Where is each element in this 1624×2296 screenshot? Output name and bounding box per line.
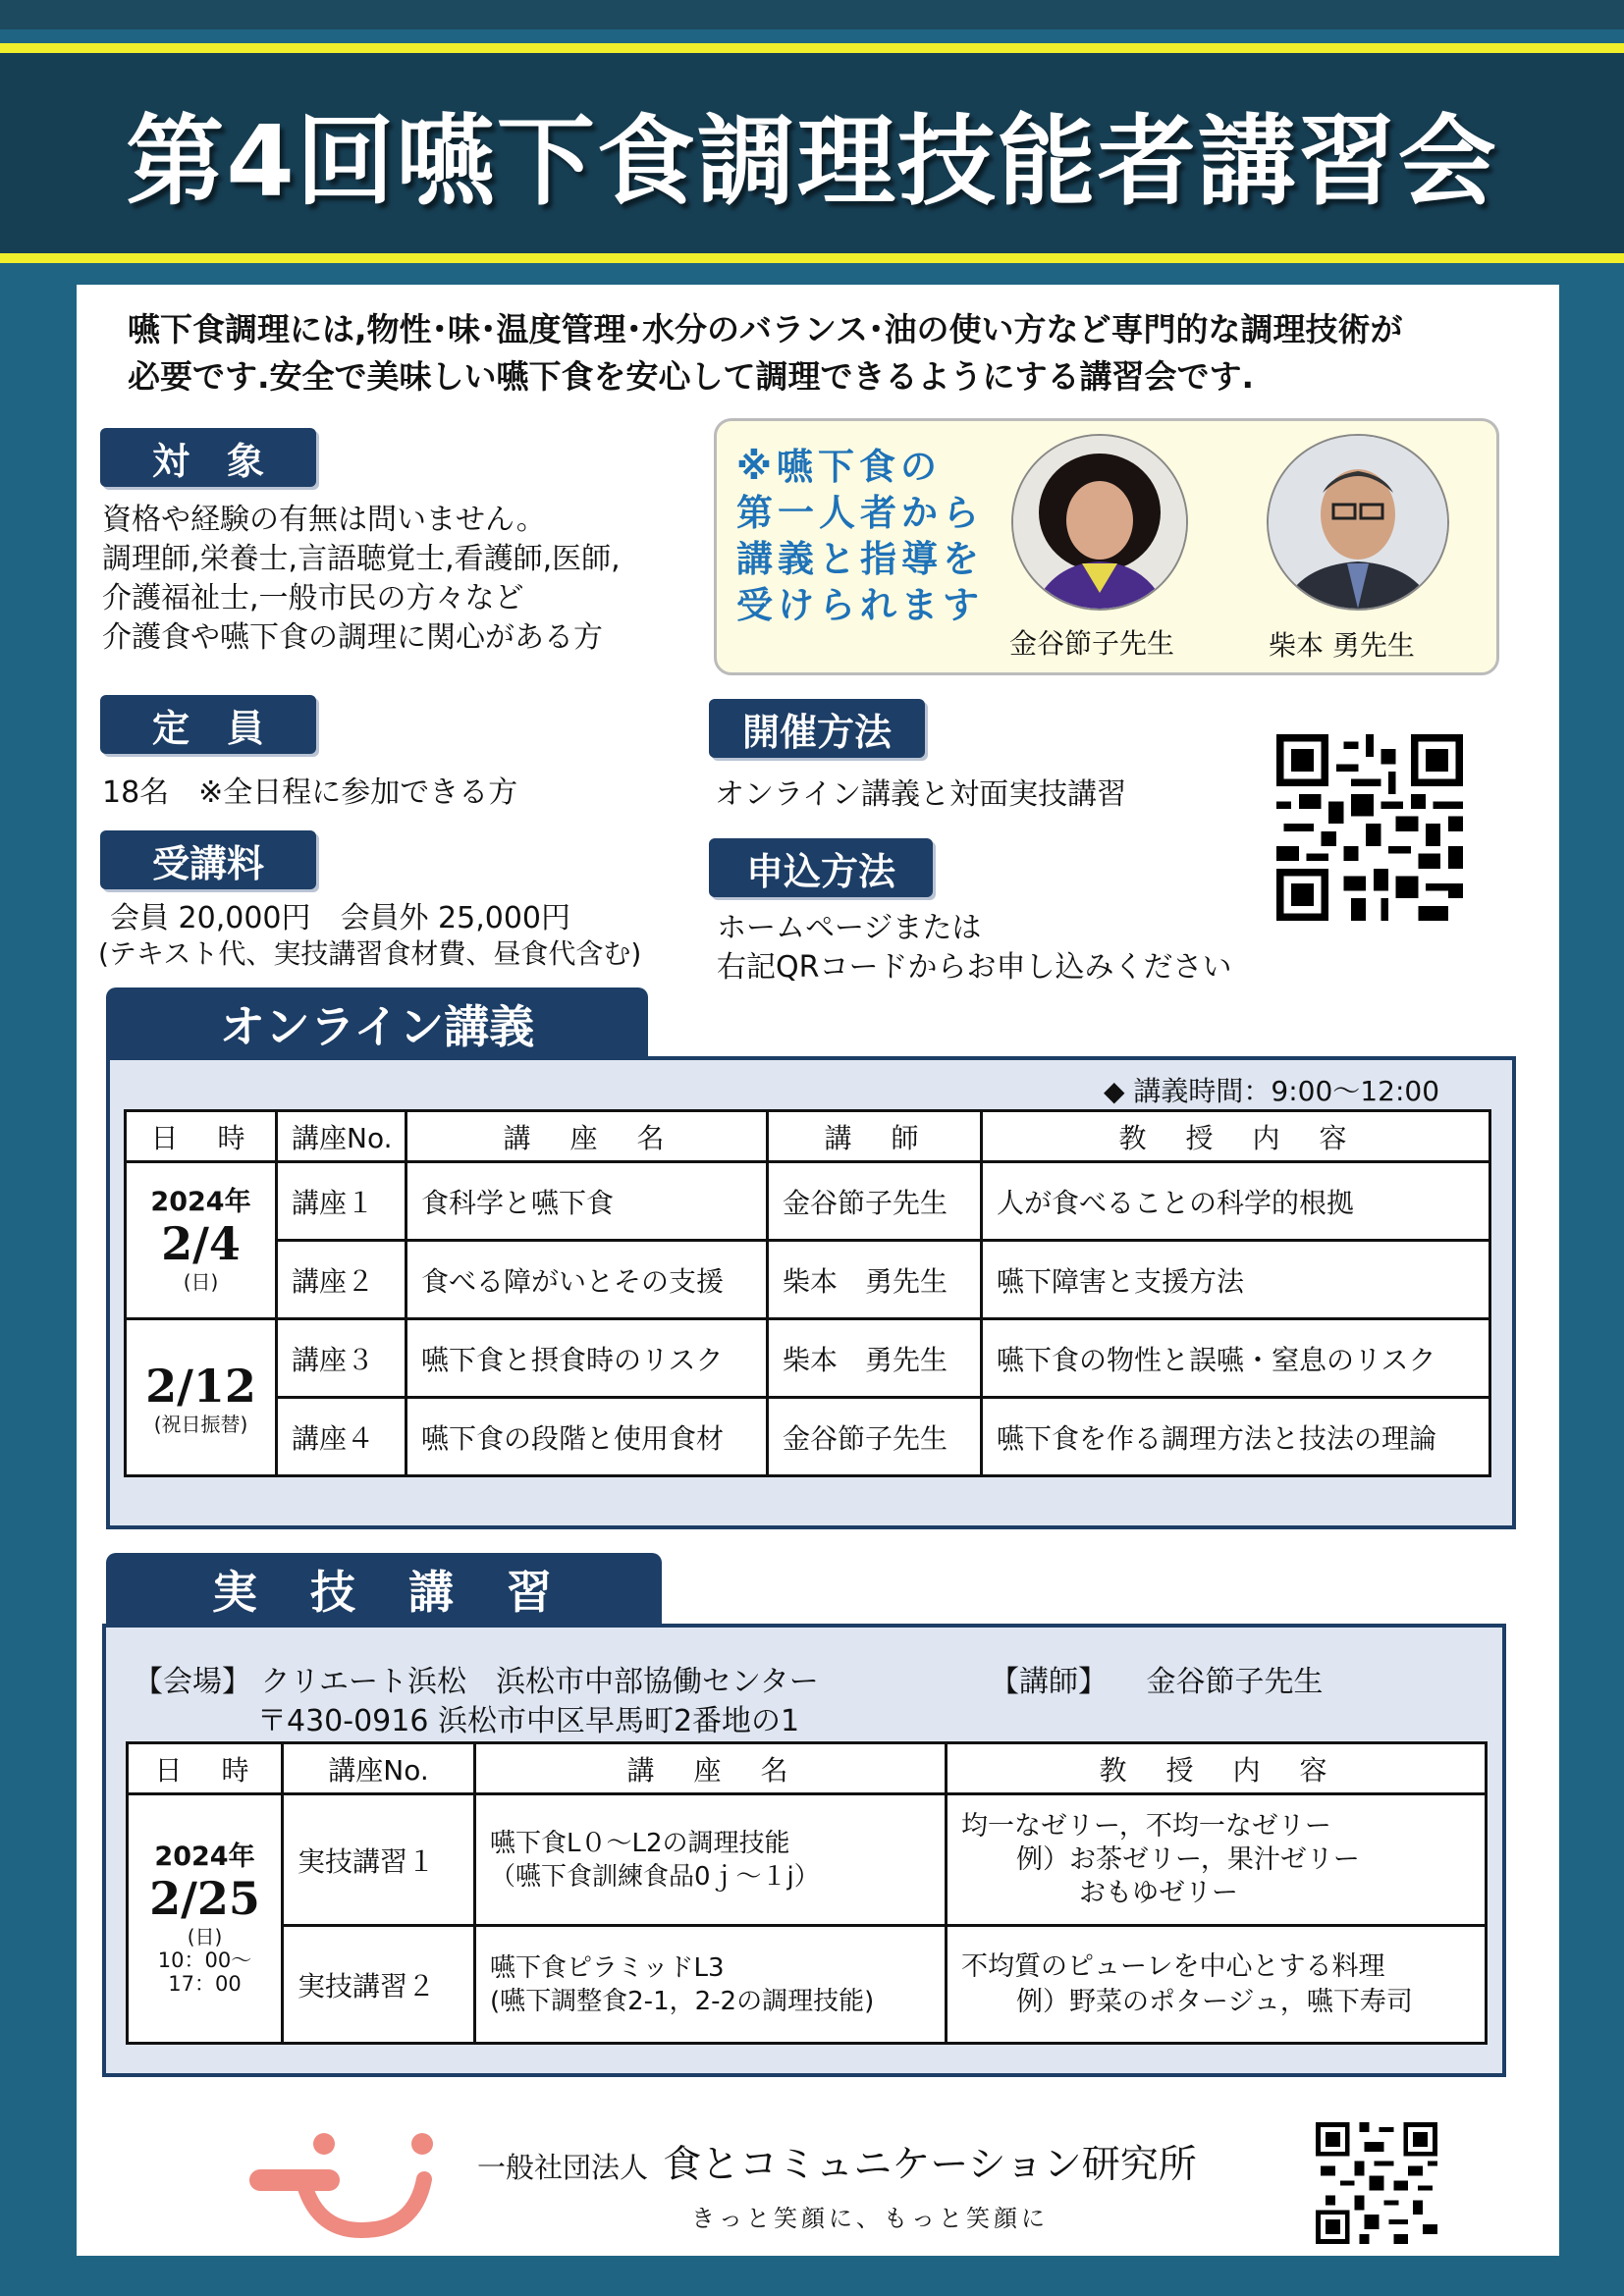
- apply-label: 申込方法: [709, 838, 933, 897]
- apply-text: [717, 909, 1231, 988]
- course-name: [475, 1926, 947, 2044]
- course-name: 嚥下食の段階と使用食材: [406, 1398, 768, 1476]
- org-name: [477, 2134, 1197, 2189]
- lecturer1-photo: [1011, 434, 1188, 611]
- content-line: おもゆゼリー: [1079, 1877, 1238, 1908]
- table-row: [126, 1398, 1490, 1476]
- date-cell: [128, 1794, 283, 2044]
- col-header: 日 時: [128, 1743, 283, 1794]
- content-line: 例）野菜のポタージュ，嚥下寿司: [1016, 1986, 1413, 2017]
- date-cell: [126, 1319, 277, 1476]
- fee-label: 受講料: [100, 830, 316, 889]
- course-teacher: 金谷節子先生: [768, 1162, 982, 1241]
- course-name: [475, 1794, 947, 1926]
- org-prefix: 一般社団法人: [477, 2151, 649, 2184]
- table-row: [126, 1162, 1490, 1241]
- apply-line: 右記QRコードからお申し込みください: [717, 950, 1232, 985]
- apply-line: ホームページまたは: [717, 911, 982, 945]
- fee-note: (テキスト代、実技講習食材費、昼食代含む): [98, 937, 642, 970]
- col-header: 講 座 名: [475, 1743, 947, 1794]
- course-content: 嚥下食の物性と誤嚥・窒息のリスク: [982, 1319, 1490, 1398]
- intro-line: 必要です.安全で美味しい嚥下食を安心して調理できるようにする講習会です.: [128, 357, 1255, 396]
- date-cell: [126, 1162, 277, 1319]
- callout-line: ※嚥下食の: [736, 446, 942, 488]
- intro-text: [128, 306, 1542, 400]
- content-line: 均一なゼリー，不均一なゼリー: [961, 1810, 1331, 1842]
- footer-qr-code[interactable]: [1316, 2122, 1437, 2244]
- date-year: 2024年: [150, 1186, 251, 1217]
- fee-amount: 会員 20,000円 会員外 25,000円: [110, 901, 571, 935]
- course-content: 嚥下障害と支援方法: [982, 1241, 1490, 1319]
- method-label: 開催方法: [709, 699, 925, 758]
- target-line: 介護食や嚥下食の調理に関心がある方: [102, 620, 603, 655]
- teacher-name: 金谷節子先生: [1146, 1665, 1324, 1699]
- course-name: 嚥下食と摂食時のリスク: [406, 1319, 768, 1398]
- online-section-tab: オンライン講義: [106, 988, 648, 1060]
- practical-teacher-line: [990, 1657, 1324, 1700]
- course-content: [947, 1926, 1487, 2044]
- date-time-end: 17：00: [168, 1971, 242, 1996]
- course-no: 講座１: [277, 1162, 406, 1241]
- content-line: 例）お茶ゼリー，果汁ゼリー: [1016, 1843, 1360, 1875]
- date-weekday: (日): [187, 1924, 223, 1949]
- course-no: 講座２: [277, 1241, 406, 1319]
- date-weekday: (日): [183, 1269, 219, 1294]
- date-day: 2/25: [149, 1871, 260, 1925]
- org-logo: [242, 2126, 438, 2238]
- callout-line: 講義と指導を: [736, 538, 984, 580]
- course-name: 食科学と嚥下食: [406, 1162, 768, 1241]
- course-no: 実技講習２: [283, 1926, 475, 2044]
- course-content: 嚥下食を作る調理方法と技法の理論: [982, 1398, 1490, 1476]
- col-header: 日 時: [126, 1111, 277, 1162]
- date-weekday: (祝日振替): [153, 1412, 248, 1436]
- table-row: [126, 1319, 1490, 1398]
- course-teacher: 金谷節子先生: [768, 1398, 982, 1476]
- course-content: 人が食べることの科学的根拠: [982, 1162, 1490, 1241]
- venue-name: クリエート浜松 浜松市中部協働センター: [260, 1665, 819, 1699]
- content-line: 不均質のピューレを中心とする料理: [961, 1950, 1385, 1982]
- col-header: 講座No.: [277, 1111, 406, 1162]
- course-name-line: 嚥下食L０〜L2の調理技能: [490, 1828, 790, 1858]
- course-name: 食べる障がいとその支援: [406, 1241, 768, 1319]
- course-name-line: 嚥下食ピラミッドL3: [490, 1952, 725, 1983]
- course-no: 実技講習１: [283, 1794, 475, 1926]
- col-header: 講座No.: [283, 1743, 475, 1794]
- target-line: 資格や経験の有無は問いません。: [102, 503, 546, 537]
- practical-section-tab: 実 技 講 習: [106, 1553, 662, 1626]
- target-label: 対 象: [100, 428, 316, 487]
- course-content: [947, 1794, 1487, 1926]
- org-title: 食とコミュニケーション研究所: [663, 2143, 1197, 2187]
- venue-label: 【会場】: [134, 1665, 251, 1699]
- course-teacher: 柴本 勇先生: [768, 1319, 982, 1398]
- venue-line: [134, 1657, 819, 1700]
- table-row: [128, 1794, 1487, 1926]
- col-header: 教 授 内 容: [947, 1743, 1487, 1794]
- lecturer2-name: 柴本 勇先生: [1269, 629, 1415, 662]
- top-band: [0, 0, 1624, 29]
- date-year: 2024年: [154, 1841, 255, 1872]
- lecture-time-note: ◆ 講義時間：9:00〜12:00: [1104, 1075, 1440, 1107]
- target-line: 調理師,栄養士,言語聴覚士,看護師,医師,: [102, 542, 621, 576]
- target-text: [102, 501, 621, 658]
- course-no: 講座４: [277, 1398, 406, 1476]
- date-time-start: 10：00〜: [157, 1948, 252, 1972]
- course-teacher: 柴本 勇先生: [768, 1241, 982, 1319]
- qr-code[interactable]: [1276, 734, 1463, 921]
- table-row: [126, 1241, 1490, 1319]
- course-name-line: (嚥下調整食2-1，2-2の調理技能): [490, 1986, 875, 2016]
- method-text: オンライン講義と対面実技講習: [715, 777, 1127, 812]
- org-slogan: きっと笑顔に、もっと笑顔に: [691, 2205, 1049, 2232]
- callout-line: 受けられます: [736, 584, 984, 626]
- course-name-line: （嚥下食訓練食品0ｊ〜１j）: [490, 1861, 820, 1892]
- lecturer1-name: 金谷節子先生: [1009, 627, 1175, 660]
- practical-schedule-table: [126, 1741, 1488, 2045]
- callout-text: [736, 444, 984, 628]
- capacity-label: 定 員: [100, 695, 316, 754]
- col-header: 講 座 名: [406, 1111, 768, 1162]
- capacity-text: 18名 ※全日程に参加できる方: [102, 775, 518, 810]
- online-schedule-table: [124, 1109, 1491, 1477]
- target-line: 介護福祉士,一般市民の方々など: [102, 581, 524, 615]
- venue-address: 〒430-0916 浜松市中区早馬町2番地の1: [257, 1704, 800, 1738]
- page-title: 第4回嚥下食調理技能者講習会: [126, 104, 1498, 219]
- teacher-label: 【講師】: [990, 1665, 1108, 1699]
- col-header: 教 授 内 容: [982, 1111, 1490, 1162]
- date-day: 2/12: [145, 1359, 256, 1413]
- title-banner: [0, 43, 1624, 263]
- lecturer2-photo: [1267, 434, 1449, 611]
- course-no: 講座３: [277, 1319, 406, 1398]
- intro-line: 嚥下食調理には,物性･味･温度管理･水分のバランス･油の使い方など専門的な調理技術が: [128, 310, 1403, 348]
- date-day: 2/4: [161, 1216, 241, 1270]
- callout-line: 第一人者から: [736, 492, 984, 534]
- table-row: [128, 1926, 1487, 2044]
- col-header: 講 師: [768, 1111, 982, 1162]
